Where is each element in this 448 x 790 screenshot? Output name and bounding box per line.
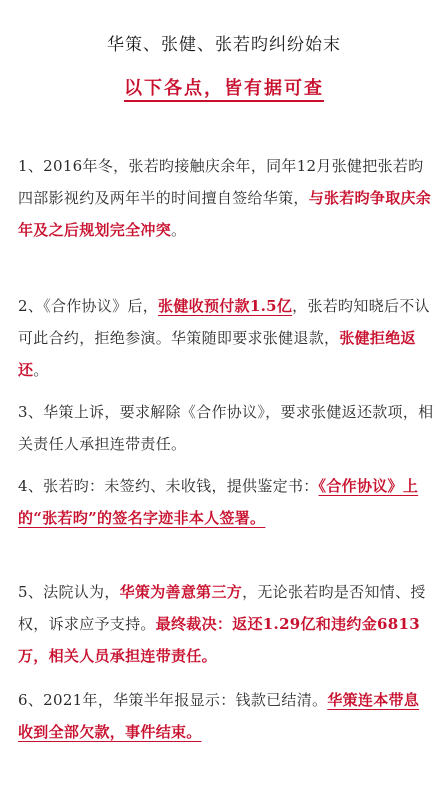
paragraph-4-underlined: 《合作协议》上的“张若昀”的签名字迹非本人签署。 (18, 477, 419, 527)
paragraph-2-text-2: ，张若昀知晓后不认可此合约，拒绝参演。华策随即要求张健退款， (18, 297, 430, 347)
paragraph-1-text: 1、2016年冬，张若昀接触庆余年，同年12月张健把张若昀四部影视约及两年半的时间擅自签给华策， (18, 157, 424, 207)
paragraph-1-highlight: 与张若昀争取庆余年及之后规划完全冲突 (18, 189, 432, 239)
paragraph-6 (18, 684, 434, 748)
paragraph-6-underlined: 华策连本带息收到全部欠款，事件结束。 (18, 691, 420, 741)
paragraph-5-text-2: ，无论张若昀是否知情、授权，诉求应予支持。 (18, 583, 426, 633)
paragraph-4 (18, 470, 434, 534)
paragraph-5 (18, 576, 434, 672)
paragraph-3 (18, 396, 434, 460)
paragraph-5-text: 5、法院认为， (18, 583, 120, 601)
paragraph-5-highlight: 华策为善意第三方 (119, 583, 243, 601)
paragraph-2-end: 。 (33, 361, 49, 379)
paragraph-1-end: 。 (171, 221, 187, 239)
paragraph-1 (18, 150, 434, 246)
paragraph-4-text: 4、张若昀：未签约、未收钱，提供鉴定书： (18, 477, 319, 495)
paragraph-2-highlight: 张健拒绝返还 (18, 329, 416, 379)
paragraph-5-highlight-2: 最终裁决：返还1.29亿和违约金6813万，相关人员承担连带责任。 (18, 615, 420, 665)
paragraph-2-text: 2、《合作协议》后， (18, 297, 159, 315)
paragraph-3-text: 3、华策上诉，要求解除《合作协议》，要求张健返还款项，相关责任人承担连带责任。 (18, 403, 434, 453)
paragraph-2-underlined: 张健收预付款1.5亿 (158, 297, 293, 315)
paragraph-6-text: 6、2021年，华策半年报显示：钱款已结清。 (18, 691, 328, 709)
page-subtitle (0, 74, 448, 100)
paragraph-2 (18, 290, 434, 386)
subtitle-text: 以下各点，皆有据可查 (124, 78, 324, 102)
page-title: 华策、张健、张若昀纠纷始末 (107, 35, 341, 55)
